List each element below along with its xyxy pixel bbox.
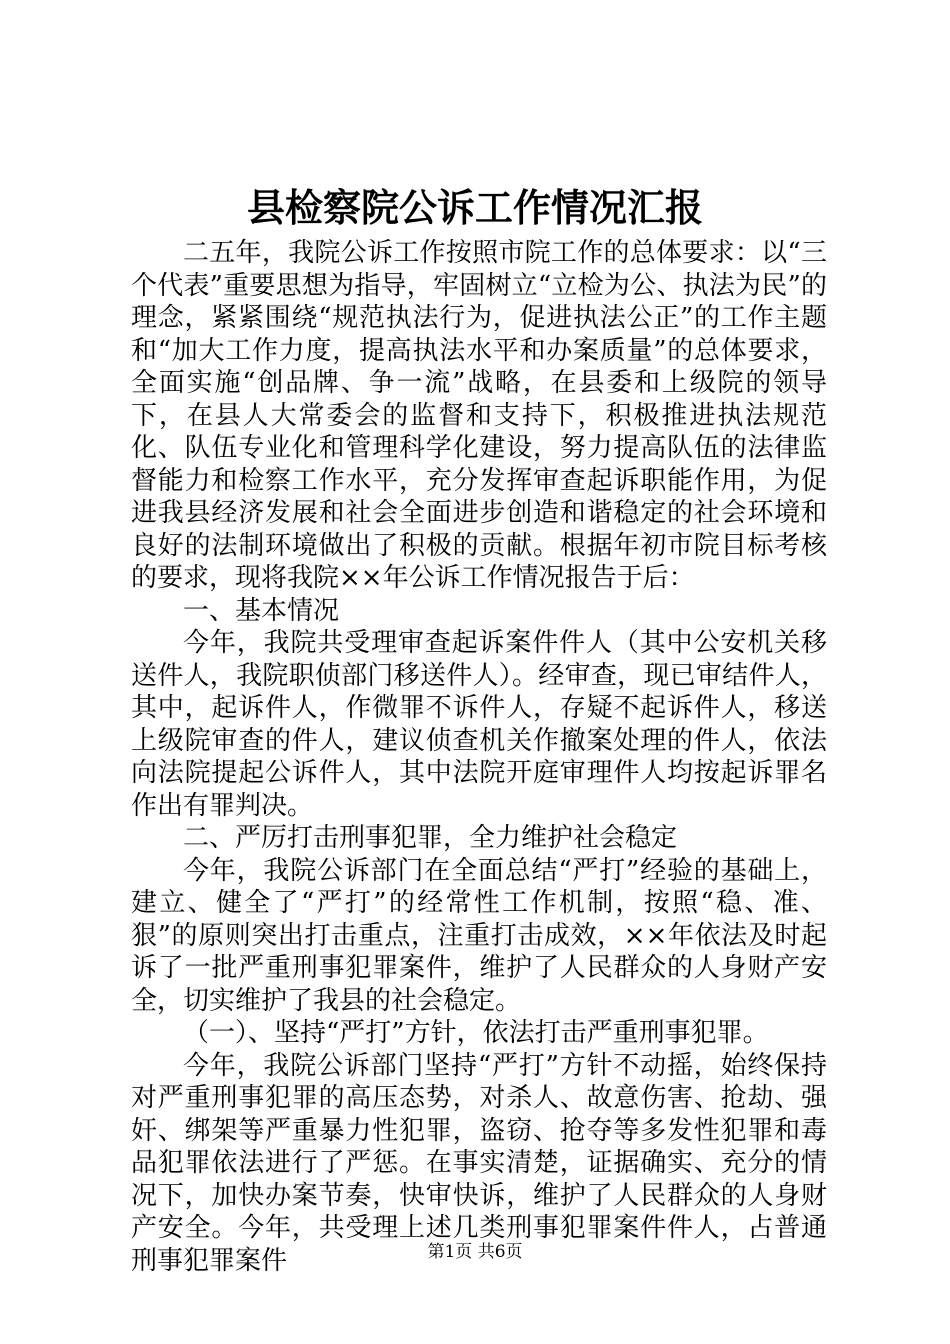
paragraph-basic: 今年，我院共受理审查起诉案件件人（其中公安机关移送件人，我院职侦部门移送件人）。经审查，现已审结件人，其中，起诉件人，作微罪不诉件人，存疑不起诉件人，移送上级院审查的件人，建议侦查机关作撤案处理的件人，依法向法院提起公诉件人，其中法院开庭审理件人均按起诉罪名作出有罪判决。	[131, 628, 827, 821]
page-title: 县检察院公诉工作情况汇报	[246, 185, 703, 230]
section-heading-basic: 一、基本情况	[183, 595, 340, 626]
subsection-heading-strike-hard: （一）、坚持“严打”方针，依法打击严重刑事犯罪。	[183, 1018, 769, 1048]
paragraph-intro: 二五年，我院公诉工作按照市院工作的总体要求：以“三个代表”重要思想为指导，牢固树立“立检为公、执法为民”的理念，紧紧围绕“规范执法行为，促进执法公正”的工作主题和“加大工作力度，提高执法水平和办案质量”的总体要求，全面实施“创品牌、争一流”战略，在县委和上级院的领导下，在县人大常委会的监督和支持下，积极推进执法规范化、队伍专业化和管理科学化建设，努力提高队伍的法律监督能力和检察工作水平，充分发挥审查起诉职能作用，为促进我县经济发展和社会全面进步创造和谐稳定的社会环境和良好的法制环境做出了积极的贡献。根据年初市院目标考核的要求，现将我院××年公诉工作情况报告于后：	[131, 238, 827, 593]
paragraph-crackdown: 今年，我院公诉部门在全面总结“严打”经验的基础上，建立、健全了“严打”的经常性工作机制，按照“稳、准、狠”的原则突出打击重点，注重打击成效，××年依法及时起诉了一批严重刑事犯罪案件，维护了人民群众的人身财产安全，切实维护了我县的社会稳定。	[131, 855, 827, 1016]
paragraph-strike-hard: 今年，我院公诉部门坚持“严打”方针不动摇，始终保持对严重刑事犯罪的高压态势，对杀人、故意伤害、抢劫、强奸、绑架等严重暴力性犯罪，盗窃、抢夺等多发性犯罪和毒品犯罪依法进行了严惩。在事实清楚，证据确实、充分的情况下，加快办案节奏，快审快诉，维护了人民群众的人身财产安全。今年，共受理上述几类刑事犯罪案件件人，占普通刑事犯罪案件	[131, 1050, 827, 1276]
document-body	[131, 237, 827, 1277]
section-heading-crackdown: 二、严厉打击刑事犯罪，全力维护社会稳定	[183, 823, 678, 853]
page-footer: 第1页 共6页	[427, 1242, 523, 1262]
